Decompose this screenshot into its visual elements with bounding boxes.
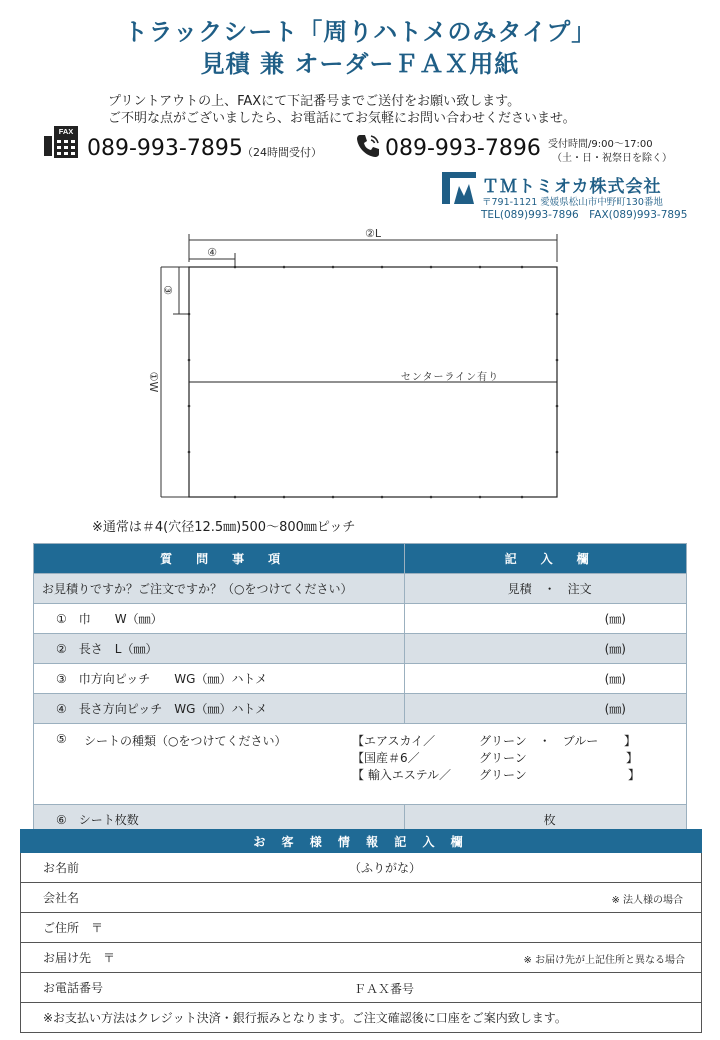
sheet-count-label: シート枚数: [78, 813, 139, 827]
page-subtitle: 見積 兼 オーダーＦＡＸ用紙: [200, 50, 520, 78]
row-number: ④: [56, 702, 67, 716]
customer-header-title: お 客 様 情 報 記 入 欄: [21, 830, 702, 853]
label-pitch-length: ④: [207, 246, 217, 259]
sheet-option-name: 【国産＃6／: [352, 751, 420, 765]
table-row: [34, 724, 687, 805]
fax-number: 089-993-7895: [87, 136, 243, 161]
width-pitch-input[interactable]: (㎜): [405, 664, 687, 694]
sheet-option-colors[interactable]: グリーン ・ ブルー: [479, 734, 599, 748]
row-number: ⑥: [56, 813, 67, 827]
width-label: 巾 W（㎜）: [78, 612, 163, 626]
phone-label: お電話番号: [43, 981, 104, 995]
table-row[interactable]: [21, 883, 702, 913]
length-pitch-input[interactable]: (㎜): [405, 694, 687, 724]
tel-number: 089-993-7896: [385, 136, 541, 161]
sheet-option-colors[interactable]: グリーン: [479, 751, 527, 765]
answer-type-field[interactable]: 見積 ・ 注文: [405, 574, 687, 604]
sheet-type-label: シートの種類（○をつけてください）: [84, 734, 287, 748]
row-number: ⑤: [56, 732, 67, 746]
fax-icon: [44, 126, 80, 158]
payment-note: ※お支払い方法はクレジット決済・銀行振みとなります。ご注文確認後に口座をご案内致します。: [43, 1011, 567, 1025]
center-line-label: センターライン有り: [400, 372, 500, 383]
width-pitch-label: 巾方向ピッチ WG（㎜）ハトメ: [78, 672, 268, 686]
company-tel-fax: TEL(089)993-7896 FAX(089)993-7895: [481, 209, 688, 221]
fax-icon-label: FAX: [58, 127, 74, 136]
page-title: トラックシート「周りハトメのみタイプ」: [123, 18, 597, 46]
sheet-count-input[interactable]: 枚: [405, 805, 687, 835]
fax-number-label: ＦＡＸ番号: [354, 982, 415, 996]
label-width-w: ①W: [147, 371, 160, 393]
sheet-option-colors[interactable]: グリーン: [479, 768, 527, 782]
intro-line-1: プリントアウトの上、FAXにて下記番号までご送付をお願い致します。: [108, 94, 521, 109]
furigana-label: （ふりがな）: [349, 861, 422, 875]
table-row: [34, 694, 687, 724]
header-question: 質 問 事 項: [34, 544, 405, 574]
company-label: 会社名: [43, 891, 80, 905]
row-number: ②: [56, 642, 67, 656]
customer-form-table: [20, 829, 702, 1033]
order-form-header: [34, 544, 687, 574]
name-label: お名前: [43, 861, 80, 875]
table-row[interactable]: [21, 853, 702, 883]
company-name: ＴＭトミオカ株式会社: [482, 177, 662, 197]
question-type-label: お見積りですか？ご注文ですか？（○をつけてください）: [34, 574, 405, 604]
sheet-option-close: 】: [624, 734, 637, 748]
length-label: 長さ L（㎜）: [78, 642, 158, 656]
order-form-table: [33, 543, 687, 835]
table-row: [21, 1003, 702, 1033]
table-row: [34, 574, 687, 604]
table-row: [34, 604, 687, 634]
header-entry: 記 入 欄: [405, 544, 687, 574]
company-logo: [442, 172, 476, 204]
sheet-option-name: 【エアスカイ／: [352, 734, 436, 748]
table-row[interactable]: [21, 913, 702, 943]
phone-icon: [354, 132, 382, 160]
length-pitch-label: 長さ方向ピッチ WG（㎜）ハトメ: [78, 702, 268, 716]
hours-line-2: （土・日・祝祭日を除く）: [552, 153, 672, 164]
address-label: ご住所 〒: [43, 921, 104, 935]
hours-line-1: 受付時間/9:00〜17:00: [548, 139, 653, 150]
table-row[interactable]: [21, 943, 702, 973]
intro-line-2: ご不明な点がございましたら、お電話にてお気軽にお問い合わせくださいませ。: [108, 111, 576, 126]
table-row[interactable]: [21, 973, 702, 1003]
label-pitch-width: ③: [161, 285, 174, 295]
label-length-l: ②L: [365, 227, 381, 240]
row-number: ③: [56, 672, 67, 686]
fax-hours-note: （24時間受付）: [242, 146, 322, 159]
sheet-option-close: 】: [626, 751, 639, 765]
company-note: ※ 法人様の場合: [611, 895, 683, 906]
width-input[interactable]: (㎜): [405, 604, 687, 634]
sheet-option-name: 【 輸入エステル／: [352, 768, 451, 782]
delivery-label: お届け先 〒: [43, 951, 116, 965]
customer-form-header: [21, 830, 702, 853]
company-address: 〒791-1121 愛媛県松山市中野町130番地: [482, 197, 663, 208]
pitch-note: ※通常は＃4(穴径12.5㎜)500〜800㎜ピッチ: [92, 520, 356, 535]
sheet-diagram: [0, 222, 720, 512]
table-row: [34, 664, 687, 694]
delivery-note: ※ お届け先が上記住所と異なる場合: [523, 955, 685, 966]
row-number: ①: [56, 612, 67, 626]
table-row: [34, 634, 687, 664]
length-input[interactable]: (㎜): [405, 634, 687, 664]
sheet-option-close: 】: [628, 768, 641, 782]
